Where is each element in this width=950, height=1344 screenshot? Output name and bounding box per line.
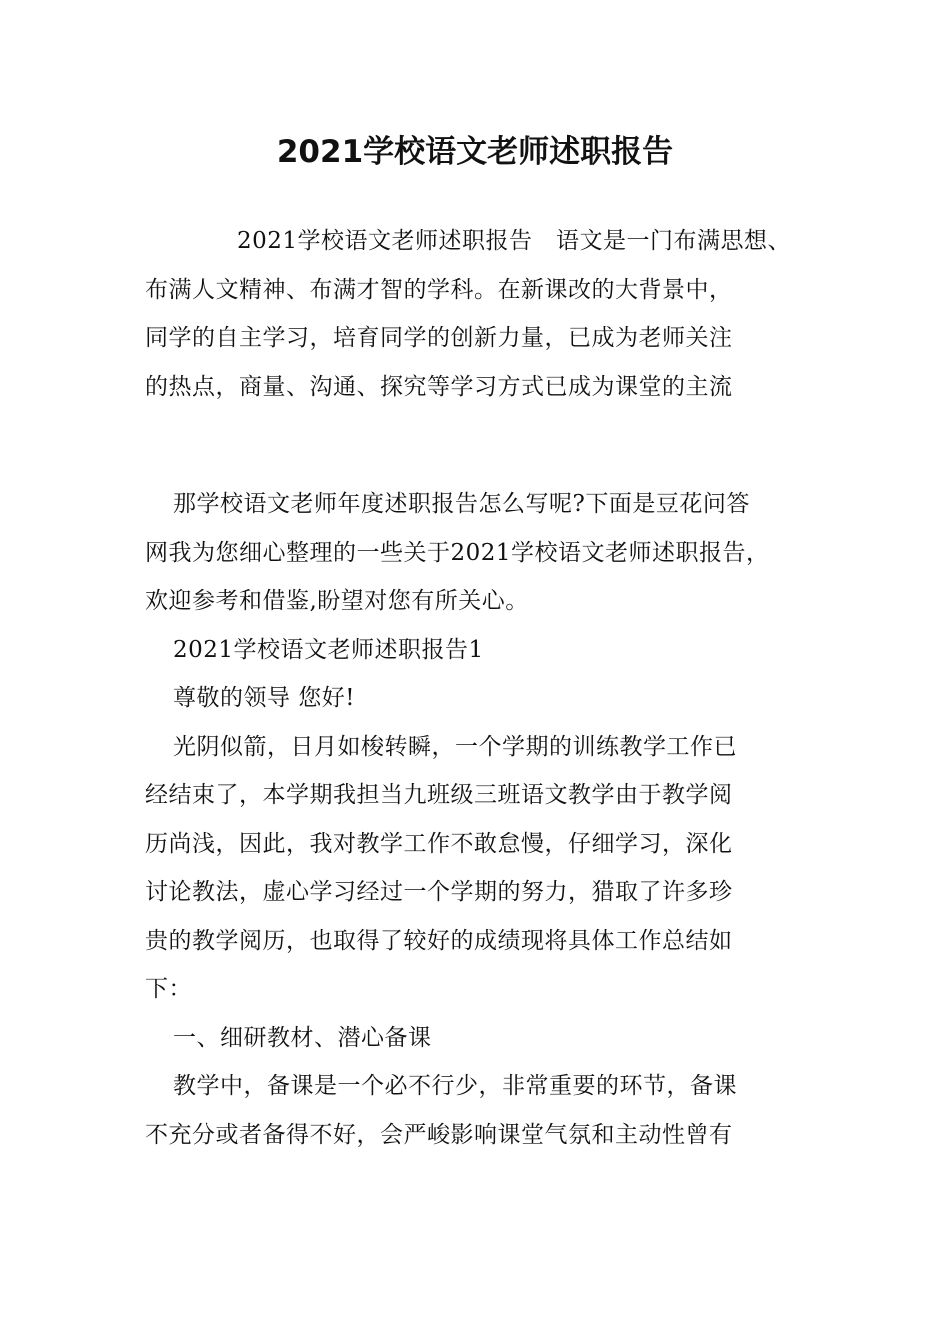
- intro-line: 布满人文精神、布满才智的学科。在新课改的大背景中，: [145, 276, 733, 303]
- lead-paragraph: [145, 480, 825, 1159]
- greeting: 尊敬的领导 您好!: [173, 685, 356, 711]
- para1-line: 贵的教学阅历，也取得了较好的成绩现将具体工作总结如: [145, 927, 733, 954]
- subheading: 一、细研教材、潜心备课: [173, 1024, 432, 1051]
- lead-line: 网我为您细心整理的一些关于2021学校语文老师述职报告，: [145, 539, 770, 566]
- intro-paragraph: [145, 217, 825, 411]
- para1-line: 历尚浅，因此，我对教学工作不敢怠慢，仔细学习，深化: [145, 830, 733, 857]
- section-heading: 2021学校语文老师述职报告1: [173, 636, 484, 663]
- para2-line: 不充分或者备得不好，会严峻影响课堂气氛和主动性曾有: [145, 1121, 733, 1148]
- para1-line: 讨论教法，虚心学习经过一个学期的努力，猎取了许多珍: [145, 879, 733, 905]
- intro-line: 的热点，商量、沟通、探究等学习方式已成为课堂的主流: [145, 373, 733, 400]
- intro-line: 2021学校语文老师述职报告 语文是一门布满思想、: [237, 228, 792, 254]
- lead-line: 那学校语文老师年度述职报告怎么写呢?下面是豆花问答: [173, 491, 750, 517]
- lead-line: 欢迎参考和借鉴,盼望对您有所关心。: [145, 588, 529, 614]
- para1-line: 下：: [145, 976, 192, 1002]
- para1-line: 光阴似箭，日月如梭转瞬，一个学期的训练教学工作已: [173, 733, 737, 760]
- para1-line: 经结束了，本学期我担当九班级三班语文教学由于教学阅: [145, 782, 733, 808]
- intro-line: 同学的自主学习，培育同学的创新力量，已成为老师关注: [145, 325, 733, 351]
- para2-line: 教学中，备课是一个必不行少，非常重要的环节，备课: [173, 1073, 737, 1099]
- document-title: 2021学校语文老师述职报告: [276, 134, 674, 170]
